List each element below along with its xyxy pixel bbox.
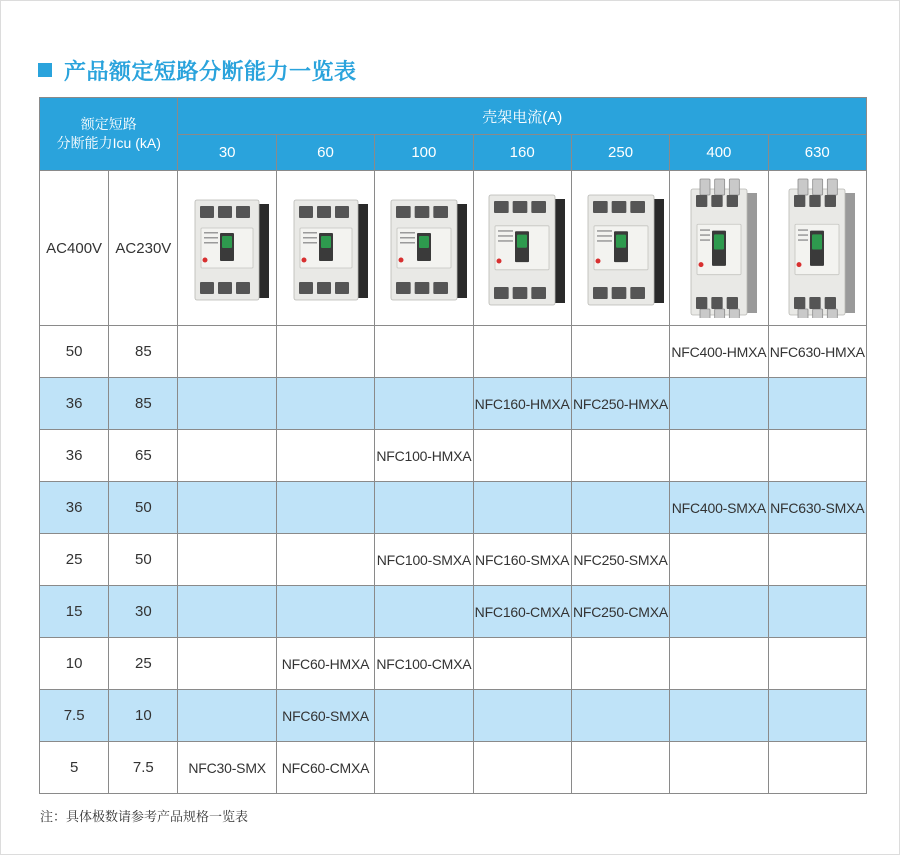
frame-header-630: 630 <box>768 135 866 171</box>
frame-header-100: 100 <box>375 135 473 171</box>
icu-ac400-value: 10 <box>40 638 109 690</box>
model-cell: NFC630-SMXA <box>768 482 866 534</box>
model-cell: NFC160-SMXA <box>473 534 571 586</box>
icu-ac230-value: 10 <box>109 690 178 742</box>
table-row <box>40 638 867 690</box>
product-image-row <box>40 171 867 326</box>
model-cell <box>768 638 866 690</box>
model-cell: NFC100-SMXA <box>375 534 473 586</box>
table-row <box>40 742 867 794</box>
circuit-breaker-icon <box>576 178 666 318</box>
model-cell: NFC60-CMXA <box>276 742 374 794</box>
breaker-image-400 <box>670 171 768 326</box>
circuit-breaker-icon <box>772 178 862 318</box>
model-cell: NFC400-SMXA <box>670 482 768 534</box>
model-cell: NFC400-HMXA <box>670 326 768 378</box>
circuit-breaker-icon <box>477 178 567 318</box>
model-cell <box>768 430 866 482</box>
model-cell <box>375 742 473 794</box>
icu-ac230-value: 50 <box>109 482 178 534</box>
model-cell <box>178 534 276 586</box>
model-cell: NFC630-HMXA <box>768 326 866 378</box>
voltage-ac230-label: AC230V <box>109 171 178 326</box>
model-cell <box>276 586 374 638</box>
frame-header-60: 60 <box>276 135 374 171</box>
model-cell <box>276 534 374 586</box>
model-cell <box>670 742 768 794</box>
icu-ac400-value: 36 <box>40 378 109 430</box>
model-cell <box>768 586 866 638</box>
frame-header-30: 30 <box>178 135 276 171</box>
model-cell <box>670 586 768 638</box>
breaker-image-160 <box>473 171 571 326</box>
model-cell <box>473 482 571 534</box>
table-row <box>40 378 867 430</box>
model-cell <box>375 690 473 742</box>
model-cell <box>276 482 374 534</box>
icu-ac230-value: 65 <box>109 430 178 482</box>
table-row <box>40 482 867 534</box>
model-cell <box>768 534 866 586</box>
model-cell: NFC160-HMXA <box>473 378 571 430</box>
model-cell <box>178 326 276 378</box>
model-cell <box>276 378 374 430</box>
frame-current-header: 壳架电流(A) <box>178 98 867 135</box>
footnote: 注：具体极数请参考产品规格一览表 <box>40 810 249 825</box>
model-cell <box>571 638 669 690</box>
breaker-image-60 <box>276 171 374 326</box>
breaker-image-250 <box>571 171 669 326</box>
table-row <box>40 326 867 378</box>
page-title-text: 产品额定短路分断能力一览表 <box>64 59 357 85</box>
rating-header <box>40 98 178 171</box>
model-cell: NFC250-HMXA <box>571 378 669 430</box>
breaker-image-100 <box>375 171 473 326</box>
model-cell <box>178 430 276 482</box>
model-cell <box>178 378 276 430</box>
model-cell <box>276 326 374 378</box>
model-cell <box>178 586 276 638</box>
icu-ac230-value: 85 <box>109 326 178 378</box>
model-cell <box>276 430 374 482</box>
icu-ac400-value: 15 <box>40 586 109 638</box>
circuit-breaker-icon <box>281 178 371 318</box>
table-row <box>40 586 867 638</box>
model-cell <box>768 742 866 794</box>
icu-ac230-value: 50 <box>109 534 178 586</box>
capacity-table <box>39 97 867 794</box>
page-title <box>38 54 357 86</box>
model-cell <box>473 326 571 378</box>
icu-ac400-value: 25 <box>40 534 109 586</box>
model-cell <box>768 690 866 742</box>
icu-ac400-value: 50 <box>40 326 109 378</box>
circuit-breaker-icon <box>674 178 764 318</box>
icu-ac400-value: 5 <box>40 742 109 794</box>
model-cell <box>375 482 473 534</box>
frame-header-160: 160 <box>473 135 571 171</box>
rating-header-line: 额定短路 <box>80 116 137 132</box>
model-cell: NFC100-CMXA <box>375 638 473 690</box>
model-cell <box>178 482 276 534</box>
model-cell <box>571 742 669 794</box>
model-cell <box>375 586 473 638</box>
breaker-image-30 <box>178 171 276 326</box>
circuit-breaker-icon <box>182 178 272 318</box>
circuit-breaker-icon <box>379 178 469 318</box>
model-cell <box>571 430 669 482</box>
icu-ac400-value: 7.5 <box>40 690 109 742</box>
model-cell <box>670 638 768 690</box>
model-cell: NFC60-HMXA <box>276 638 374 690</box>
breaker-image-630 <box>768 171 866 326</box>
model-cell <box>571 690 669 742</box>
icu-ac230-value: 7.5 <box>109 742 178 794</box>
model-cell: NFC250-CMXA <box>571 586 669 638</box>
model-cell: NFC60-SMXA <box>276 690 374 742</box>
model-cell <box>473 430 571 482</box>
model-cell: NFC250-SMXA <box>571 534 669 586</box>
model-cell <box>178 690 276 742</box>
icu-ac230-value: 85 <box>109 378 178 430</box>
model-cell <box>571 482 669 534</box>
table-row <box>40 430 867 482</box>
model-cell: NFC100-HMXA <box>375 430 473 482</box>
icu-ac230-value: 25 <box>109 638 178 690</box>
model-cell <box>473 742 571 794</box>
table-row <box>40 690 867 742</box>
rating-header-line: 分断能力Icu (kA) <box>56 135 161 151</box>
model-cell <box>375 378 473 430</box>
model-cell <box>670 534 768 586</box>
icu-ac400-value: 36 <box>40 482 109 534</box>
model-cell: NFC160-CMXA <box>473 586 571 638</box>
model-cell <box>571 326 669 378</box>
model-cell <box>375 326 473 378</box>
model-cell <box>473 690 571 742</box>
frame-header-250: 250 <box>571 135 669 171</box>
icu-ac400-value: 36 <box>40 430 109 482</box>
model-cell <box>178 638 276 690</box>
model-cell <box>670 378 768 430</box>
model-cell <box>670 690 768 742</box>
title-square-icon <box>38 63 52 77</box>
model-cell <box>473 638 571 690</box>
frame-header-400: 400 <box>670 135 768 171</box>
table-row <box>40 534 867 586</box>
voltage-ac400-label: AC400V <box>40 171 109 326</box>
icu-ac230-value: 30 <box>109 586 178 638</box>
model-cell: NFC30-SMX <box>178 742 276 794</box>
model-cell <box>670 430 768 482</box>
model-cell <box>768 378 866 430</box>
